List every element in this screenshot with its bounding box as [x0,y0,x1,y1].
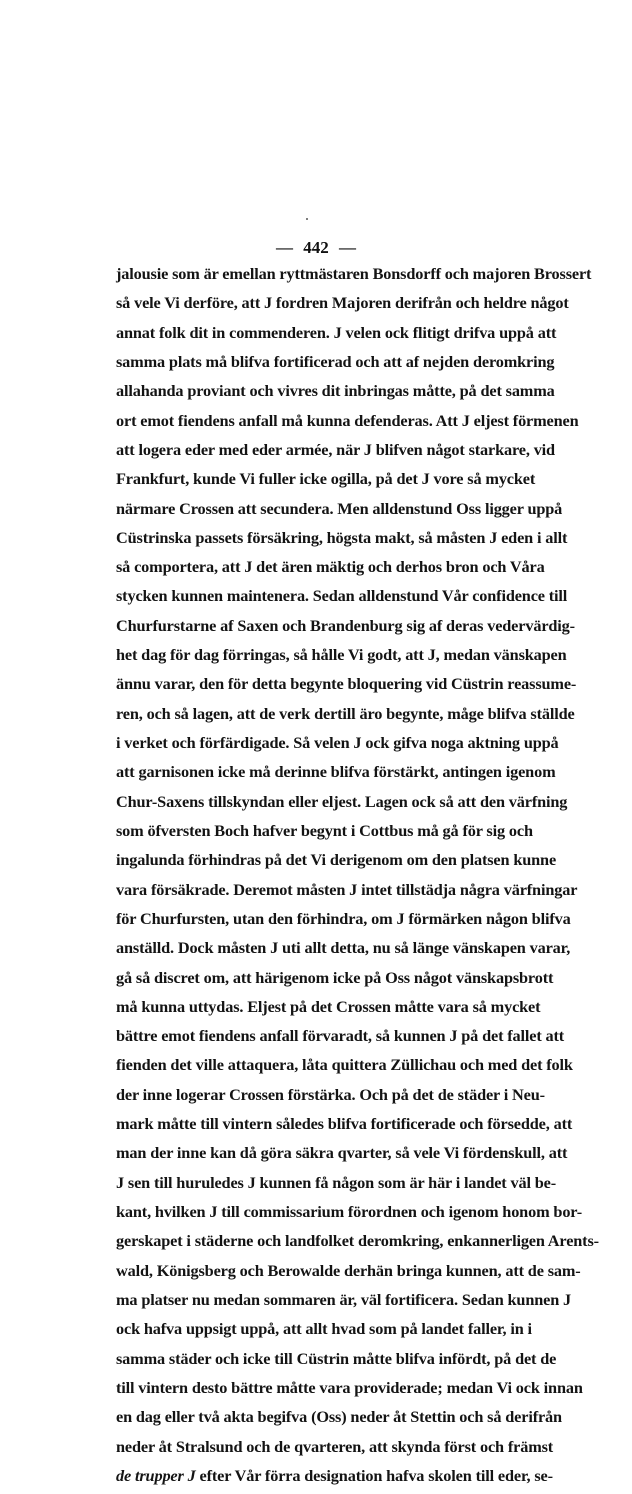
text-line: anställd. Dock måsten J uti allt detta, nu så länge vänskapen varar, [116,938,571,958]
text-line: ock hafva uppsigt uppå, att allt hvad som på landet faller, in i [116,1319,532,1339]
text-line: för Churfursten, utan den förhindra, om J förmärken någon blifva [116,908,571,928]
text-line: bättre emot fiendens anfall förvaradt, så kunnen J på det fallet att [116,1026,565,1046]
text-line: vara försäkrade. Deremot måsten J intet tillstädja några värfningar [116,879,578,899]
text-line: kant, hvilken J till commissarium förordnen och igenom honom bor- [116,1202,583,1221]
italic-phrase: de trupper J [116,1465,196,1485]
text-line: ma platser nu medan sommaren är, väl fortificera. Sedan kunnen J [116,1289,572,1309]
text-line: en dag eller två akta begifva (Oss) neder åt Stettin och så derifrån [116,1407,562,1427]
text-line: J sen till huruledes J kunnen få någon som är här i landet väl be- [116,1172,557,1192]
text-line: må kunna uttydas. Eljest på det Crossen måtte vara så mycket [116,996,541,1016]
page-number: — 442 — [276,238,356,257]
text-line: allahanda proviant och vivres dit inbringas måtte, på det samma [116,381,555,401]
text-line: närmare Crossen att secundera. Men alldenstund Oss ligger uppå [116,498,563,518]
text-line: Chur-Saxens tillskyndan eller eljest. Lagen ock så att den värfning [116,791,568,811]
text-line: mark måtte till vintern således blifva fortificerade och försedde, att [116,1114,573,1134]
text-line: att garnisonen icke må derinne blifva förstärkt, antingen igenom [116,762,556,782]
text-line: Frankfurt, kunde Vi fuller icke ogilla, på det J vore så mycket [116,469,536,489]
text-line: så comportera, att J det ären mäktig och derhos bron och Våra [116,557,545,577]
text-line: ort emot fiendens anfall må kunna defenderas. Att J eljest förmenen [116,410,579,430]
text-line: samma plats må blifva fortificerad och att af nejden deromkring [116,351,555,371]
text-line-last [116,1465,553,1494]
text-line: samma städer och icke till Cüstrin måtte blifva infördt, på det de [116,1348,557,1368]
text-line: stycken kunnen maintenera. Sedan alldenstund Vår confidence till [116,586,568,606]
text-line: der inne logerar Crossen förstärka. Och på det de städer i Neu- [116,1084,545,1104]
body-text [116,263,599,1494]
text-line: Churfurstarne af Saxen och Brandenburg sig af deras vedervärdig- [116,615,575,635]
text-line: Cüstrinska passets försäkring, högsta makt, så måsten J eden i allt [116,527,568,547]
text-line: het dag för dag förringas, så hålle Vi godt, att J, medan vänskapen [116,645,567,665]
text-line: gå så discret om, att härigenom icke på Oss något vänskapsbrott [116,967,554,987]
text-line: ren, och så lagen, att de verk dertill äro begynte, måge blifva ställde [116,703,575,723]
text-line: man der inne kan då göra säkra qvarter, så vele Vi fördenskull, att [116,1143,568,1163]
text-line: annat folk dit in commenderen. J velen ock flitigt drifva uppå att [116,322,557,342]
text-line: neder åt Stralsund och de qvarteren, att skynda först och främst [116,1436,554,1456]
text-line: att logera eder med eder armée, när J blifven något starkare, vid [116,439,555,459]
text-line: i verket och förfärdigade. Så velen J ock gifva noga aktning uppå [116,733,559,752]
last-line-rest: efter Vår förra designation hafva skolen till eder, se- [195,1465,553,1485]
text-line: till vintern desto bättre måtte vara providerade; medan Vi ock innan [116,1377,583,1397]
text-line: ännu varar, den för detta begynte bloquering vid Cüstrin reassume- [116,674,577,694]
scan-speck [306,218,308,220]
text-line: som öfversten Boch hafver begynt i Cottbus må gå för sig och [116,820,533,840]
text-line: jalousie som är emellan ryttmästaren Bonsdorff och majoren Brossert [116,264,592,283]
text-line: fienden det ville attaquera, låta quittera Züllichau och med det folk [116,1055,573,1075]
text-line: så vele Vi derföre, att J fordren Majoren derifrån och heldre något [116,293,569,313]
text-line: ingalunda förhindras på det Vi derigenom om den platsen kunne [116,850,557,870]
text-line: wald, Königsberg och Berowalde derhän bringa kunnen, att de sam- [116,1260,581,1280]
text-line: gerskapet i städerne och landfolket deromkring, enkannerligen Arents- [116,1231,599,1251]
